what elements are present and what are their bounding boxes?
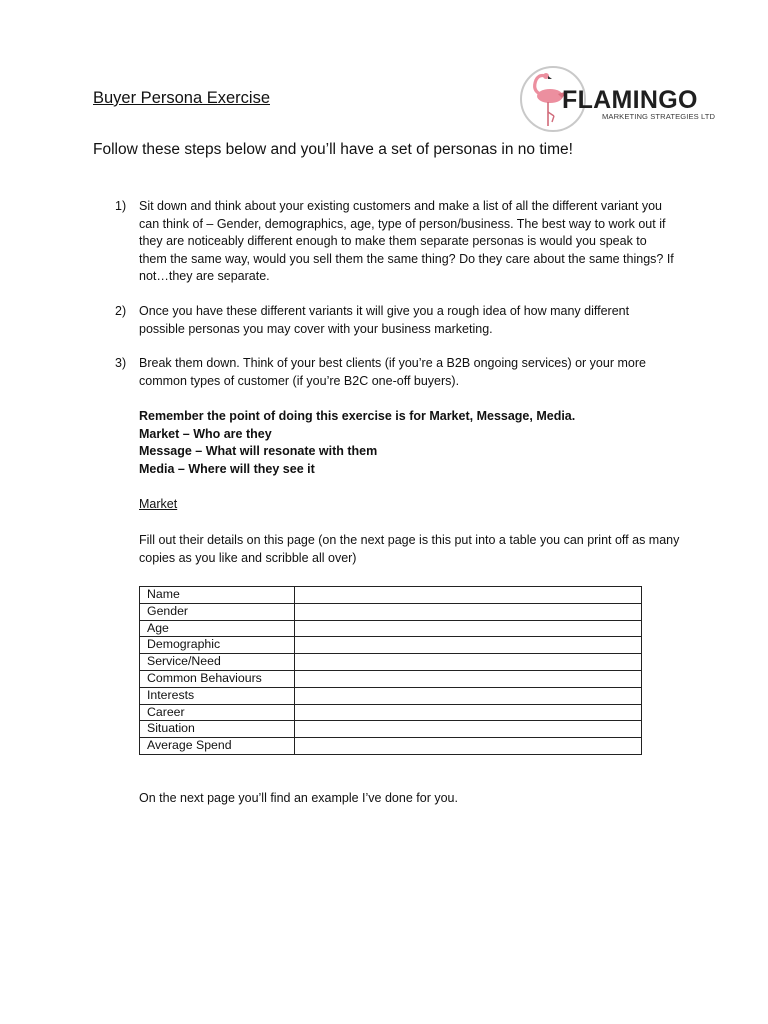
list-item xyxy=(115,303,675,338)
table-row xyxy=(140,637,642,654)
reminder-message: Message – What will resonate with them xyxy=(139,444,378,459)
row-label: Average Spend xyxy=(140,738,295,755)
step-number: 3) xyxy=(115,356,127,371)
row-value-cell[interactable] xyxy=(295,637,642,654)
row-label: Name xyxy=(140,587,295,604)
market-instructions: Fill out their details on this page (on the next page is this put into a table you can print off as many copies as you like and scribble all over) xyxy=(139,533,680,565)
step-number: 2) xyxy=(115,303,127,318)
row-value-cell[interactable] xyxy=(295,587,642,604)
steps-list xyxy=(115,198,675,407)
table-row xyxy=(140,738,642,755)
row-value-cell[interactable] xyxy=(295,670,642,687)
row-value-cell[interactable] xyxy=(295,721,642,738)
reminder-block xyxy=(139,408,679,478)
logo-wordmark: FLAMINGO xyxy=(562,86,698,114)
row-label: Age xyxy=(140,620,295,637)
table-row xyxy=(140,670,642,687)
market-heading: Market xyxy=(139,497,178,511)
footer-note: On the next page you’ll find an example I’ve done for you. xyxy=(139,791,458,805)
company-logo xyxy=(518,66,716,134)
row-value-cell[interactable] xyxy=(295,603,642,620)
table-row xyxy=(140,721,642,738)
row-label: Situation xyxy=(140,721,295,738)
page-title: Buyer Persona Exercise xyxy=(93,89,270,107)
reminder-market: Market – Who are they xyxy=(139,426,272,441)
row-label: Common Behaviours xyxy=(140,670,295,687)
step-text: Once you have these different variants it will give you a rough idea of how many different possible personas you may cover with your business marketing. xyxy=(139,303,630,336)
row-label: Service/Need xyxy=(140,654,295,671)
row-label: Gender xyxy=(140,603,295,620)
page-subtitle: Follow these steps below and you’ll have a set of personas in no time! xyxy=(93,141,573,158)
reminder-intro: Remember the point of doing this exercise is for Market, Message, Media. xyxy=(139,409,576,423)
table-row xyxy=(140,654,642,671)
row-value-cell[interactable] xyxy=(295,620,642,637)
table-row xyxy=(140,704,642,721)
table-row xyxy=(140,687,642,704)
persona-table xyxy=(139,586,642,755)
reminder-media: Media – Where will they see it xyxy=(139,461,315,476)
row-value-cell[interactable] xyxy=(295,687,642,704)
step-number: 1) xyxy=(115,199,127,213)
list-item xyxy=(115,355,675,390)
table-row xyxy=(140,587,642,604)
row-label: Career xyxy=(140,704,295,721)
table-row xyxy=(140,603,642,620)
row-value-cell[interactable] xyxy=(295,738,642,755)
row-value-cell[interactable] xyxy=(295,704,642,721)
row-label: Interests xyxy=(140,687,295,704)
table-row xyxy=(140,620,642,637)
logo-tagline: MARKETING STRATEGIES LTD xyxy=(602,112,716,121)
list-item xyxy=(115,198,675,286)
row-value-cell[interactable] xyxy=(295,654,642,671)
step-text: Sit down and think about your existing customers and make a list of all the different variant you can think of – Gender, demographics, age, type of person/business. The best way to work out if they are noticeably different enough to make them separate personas is would you speak to them the same way, would you sell them the same thing? Do they care about the same things? If not…they are separate. xyxy=(139,199,674,284)
row-label: Demographic xyxy=(140,637,295,654)
step-text: Break them down. Think of your best clients (if you’re a B2B ongoing services) or your more common types of customer (if you’re B2C one-off buyers). xyxy=(139,356,646,388)
